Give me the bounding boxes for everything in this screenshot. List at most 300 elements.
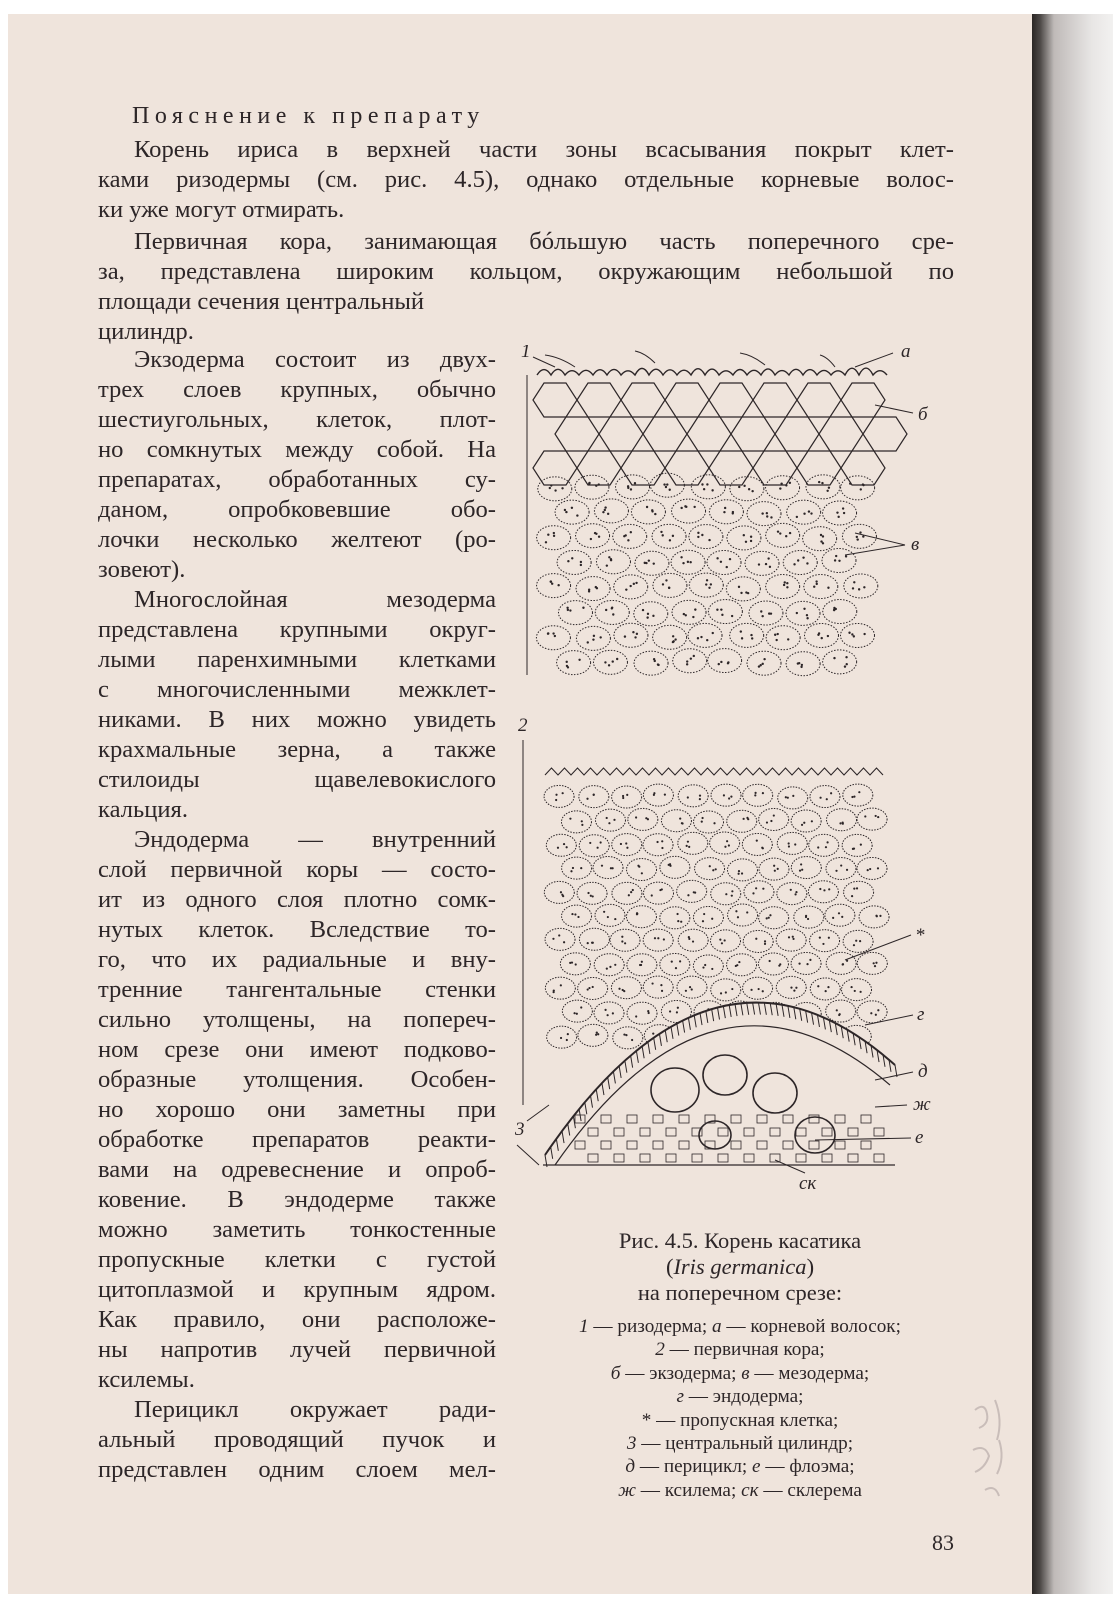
starch-grain <box>806 963 808 965</box>
starch-grain <box>851 895 853 897</box>
cortex-cell <box>743 784 773 806</box>
starch-grain <box>826 841 828 843</box>
cortex-cell <box>644 882 674 904</box>
starch-grain <box>580 561 582 563</box>
starch-grain <box>752 892 754 894</box>
starch-grain <box>761 512 763 514</box>
starch-grain <box>817 846 819 848</box>
starch-grain <box>801 664 803 666</box>
starch-grain <box>606 968 608 970</box>
cortex-cell <box>579 786 609 808</box>
starch-grain <box>789 482 791 484</box>
starch-grain <box>651 982 653 984</box>
cortex-cell <box>742 833 772 855</box>
exodermis-cell <box>709 383 753 417</box>
exodermis-cell <box>841 383 885 417</box>
exodermis-cell <box>753 383 797 417</box>
starch-grain <box>567 609 569 611</box>
legend-key: е <box>752 1456 761 1478</box>
starch-grain <box>766 515 768 517</box>
starch-grain <box>709 865 711 867</box>
cortex-cell <box>809 834 839 856</box>
starch-grain <box>620 843 622 845</box>
cortex-cell <box>678 785 708 807</box>
starch-grain <box>803 608 805 610</box>
legend-key: а <box>712 1316 722 1337</box>
leader-a <box>855 353 893 367</box>
starch-grain <box>805 916 807 918</box>
starch-grain <box>770 612 772 614</box>
starch-grain <box>784 581 786 583</box>
starch-grain <box>547 632 549 634</box>
mesodermis-cell <box>766 626 800 650</box>
cortex-cell <box>626 906 656 928</box>
starch-grain <box>705 583 707 585</box>
upper-tissue-section <box>533 351 907 676</box>
cortex-cell <box>594 1002 624 1024</box>
cortex-cell <box>743 930 773 952</box>
text-line: Экзодерма состоит из двух- <box>134 346 496 373</box>
starch-grain <box>790 889 792 891</box>
text-line: сильно утолщены, на попереч- <box>98 1006 496 1033</box>
figure-legend <box>520 1315 960 1502</box>
cortex-cell <box>794 906 824 928</box>
starch-grain <box>661 990 663 992</box>
starch-grain <box>628 894 630 896</box>
mesodermis-cell <box>727 526 761 550</box>
cortex-cell <box>612 786 642 808</box>
mesodermis-cell <box>804 575 838 599</box>
mesodermis-cell <box>823 501 857 525</box>
starch-grain <box>732 512 734 514</box>
text-line: Эндодерма — внутренний <box>134 826 496 853</box>
starch-grain <box>768 917 770 919</box>
text-line: образные утолщения. Особен- <box>98 1066 496 1093</box>
legend-key: 2 <box>655 1339 665 1361</box>
cortex-cell <box>643 834 673 856</box>
cortex-cell <box>660 907 690 929</box>
cortex-cell <box>546 834 576 856</box>
starch-grain <box>792 936 794 938</box>
starch-grain <box>848 632 850 634</box>
starch-grain <box>645 562 647 564</box>
starch-grain <box>826 490 828 492</box>
mesodermis-cell <box>709 500 743 524</box>
starch-grain <box>569 818 571 820</box>
starch-grain <box>793 563 795 565</box>
starch-grain <box>625 588 627 590</box>
starch-grain <box>755 887 757 889</box>
figure-label-sk: ск <box>799 1173 817 1194</box>
starch-grain <box>627 485 629 487</box>
starch-grain <box>635 816 637 818</box>
text-line: тренние тангентальные стенки <box>98 976 496 1003</box>
cortex-cell <box>711 979 741 1001</box>
starch-grain <box>746 911 748 913</box>
starch-grain <box>862 483 864 485</box>
starch-grain <box>565 511 567 513</box>
cortex-cell <box>693 906 723 928</box>
starch-grain <box>687 561 689 563</box>
starch-grain <box>807 918 809 920</box>
starch-grain <box>586 798 588 800</box>
cortex-cell <box>810 978 840 1000</box>
cortex-cell <box>710 832 740 854</box>
starch-grain <box>809 959 811 961</box>
starch-grain <box>626 794 628 796</box>
starch-grain <box>680 507 682 509</box>
leader-b <box>875 405 913 413</box>
figure-label-b: б <box>918 404 928 425</box>
starch-grain <box>701 821 703 823</box>
starch-grain <box>723 794 725 796</box>
mesodermis-cell <box>749 601 783 625</box>
starch-grain <box>712 869 714 871</box>
mesodermis-cell <box>576 524 610 548</box>
text-line: зовеют). <box>98 556 186 583</box>
mesodermis-cell <box>672 499 706 523</box>
starch-grain <box>724 846 726 848</box>
starch-grain <box>687 894 689 896</box>
cortex-cell <box>579 835 609 857</box>
starch-grain <box>600 841 602 843</box>
starch-grain <box>660 984 662 986</box>
starch-grain <box>552 632 554 634</box>
starch-grain <box>686 845 688 847</box>
starch-grain <box>699 795 701 797</box>
starch-grain <box>624 942 626 944</box>
starch-grain <box>803 513 805 515</box>
starch-grain <box>835 870 837 872</box>
starch-grain <box>566 607 568 609</box>
legend-key: б <box>610 1362 621 1384</box>
starch-grain <box>587 641 589 643</box>
starch-grain <box>777 868 779 870</box>
cortex-cell <box>544 785 574 807</box>
text-line: можно заметить тонкостенные <box>98 1216 496 1243</box>
starch-grain <box>702 966 704 968</box>
starch-grain <box>558 934 560 936</box>
starch-grain <box>795 987 797 989</box>
root-hair <box>740 353 765 365</box>
starch-grain <box>697 637 699 639</box>
cortex-cell <box>561 811 591 833</box>
exodermis-cell <box>643 417 687 451</box>
starch-grain <box>874 965 876 967</box>
starch-grain <box>571 961 573 963</box>
mesodermis-cell <box>783 551 817 575</box>
starch-grain <box>725 991 727 993</box>
starch-grain <box>661 847 663 849</box>
mesodermis-cell <box>730 477 764 501</box>
starch-grain <box>574 913 576 915</box>
cortex-cell <box>545 928 575 950</box>
legend-key: * <box>641 1409 652 1431</box>
starch-grain <box>607 1014 609 1016</box>
cortex-cell <box>627 1002 657 1024</box>
starch-grain <box>700 636 702 638</box>
starch-grain <box>813 586 815 588</box>
margin-pencil-scribble <box>955 1390 1025 1520</box>
mesodermis-cell <box>672 600 706 624</box>
legend-line <box>520 1385 960 1408</box>
caption-paren: ) <box>806 1254 815 1279</box>
starch-grain <box>602 511 604 513</box>
starch-grain <box>860 991 862 993</box>
starch-grain <box>770 516 772 518</box>
figure-label-3: 3 <box>515 1119 525 1140</box>
starch-grain <box>691 988 693 990</box>
starch-grain <box>625 842 627 844</box>
mesodermis-cell <box>747 651 781 675</box>
exodermis-cell <box>709 451 753 485</box>
starch-grain <box>625 1034 627 1036</box>
starch-grain <box>740 592 742 594</box>
mesodermis-cell <box>595 600 629 624</box>
starch-grain <box>726 840 728 842</box>
starch-grain <box>789 532 791 534</box>
starch-grain <box>715 868 717 870</box>
starch-grain <box>604 1009 606 1011</box>
starch-grain <box>792 795 794 797</box>
starch-grain <box>796 612 798 614</box>
starch-grain <box>839 822 841 824</box>
starch-grain <box>563 941 565 943</box>
mesodermis-cell <box>823 600 857 624</box>
starch-grain <box>636 913 638 915</box>
starch-grain <box>665 486 667 488</box>
figure-label-e: е <box>915 1127 924 1148</box>
figure-label-1: 1 <box>521 345 531 362</box>
starch-grain <box>614 964 616 966</box>
figure-label-g: г <box>917 1004 925 1025</box>
exodermis-cell <box>577 383 621 417</box>
starch-grain <box>623 1033 625 1035</box>
starch-grain <box>746 817 748 819</box>
starch-grain <box>877 1009 879 1011</box>
cortex-cell <box>693 955 723 977</box>
starch-grain <box>760 610 762 612</box>
starch-grain <box>751 490 753 492</box>
starch-grain <box>581 824 583 826</box>
cortex-cell <box>843 930 873 952</box>
starch-grain <box>706 639 708 641</box>
legend-text: — первичная кора; <box>664 1339 825 1361</box>
starch-grain <box>672 635 674 637</box>
starch-grain <box>785 535 787 537</box>
starch-grain <box>879 915 881 917</box>
starch-grain <box>552 938 554 940</box>
starch-grain <box>638 866 640 868</box>
legend-line <box>520 1455 960 1478</box>
mesodermis-cell <box>634 651 668 675</box>
starch-grain <box>828 937 830 939</box>
starch-grain <box>609 966 611 968</box>
starch-grain <box>652 1033 654 1035</box>
mesodermis-cell <box>555 500 589 524</box>
caption-line: на поперечном срезе: <box>637 1280 843 1305</box>
cortex-cell <box>857 857 887 879</box>
starch-grain <box>578 659 580 661</box>
starch-grain <box>646 616 648 618</box>
caption-line <box>520 1254 960 1280</box>
exodermis-cell <box>731 417 775 451</box>
starch-grain <box>806 617 808 619</box>
cortex-cell <box>695 858 725 880</box>
starch-grain <box>720 992 722 994</box>
starch-grain <box>677 1007 679 1009</box>
mesodermis-cell <box>575 475 609 499</box>
starch-grain <box>676 913 678 915</box>
starch-grain <box>718 663 720 665</box>
exodermis-cell <box>621 383 665 417</box>
starch-grain <box>564 509 566 511</box>
starch-grain <box>604 509 606 511</box>
starch-grain <box>842 507 844 509</box>
cortex-cell <box>826 857 856 879</box>
mesodermis-cell <box>616 475 650 499</box>
cortex-cell <box>660 953 690 975</box>
cortex-cell <box>643 976 673 998</box>
cortex-cell <box>627 859 657 881</box>
starch-grain <box>593 635 595 637</box>
text-line: ны напротив лучей первичной <box>98 1336 496 1363</box>
starch-grain <box>551 583 553 585</box>
starch-grain <box>611 607 613 609</box>
starch-grain <box>875 1014 877 1016</box>
starch-grain <box>754 794 756 796</box>
starch-grain <box>629 585 631 587</box>
mesodermis-cell <box>726 577 760 601</box>
starch-grain <box>630 891 632 893</box>
root-hair <box>545 355 575 367</box>
starch-grain <box>592 638 594 640</box>
mesodermis-cell <box>841 476 875 500</box>
starch-grain <box>798 963 800 965</box>
mesodermis-cell <box>536 626 570 650</box>
starch-grain <box>842 963 844 965</box>
mesodermis-cell <box>689 525 723 549</box>
cortex-cell <box>678 832 708 854</box>
starch-grain <box>618 988 620 990</box>
starch-grain <box>738 873 740 875</box>
starch-grain <box>581 820 583 822</box>
starch-grain <box>716 609 718 611</box>
starch-grain <box>869 868 871 870</box>
lower-tissue-section <box>543 768 897 1167</box>
starch-grain <box>608 664 610 666</box>
starch-grain <box>662 583 664 585</box>
starch-grain <box>693 655 695 657</box>
cortex-cell <box>694 811 724 833</box>
starch-grain <box>647 818 649 820</box>
mesodermis-cell <box>635 551 669 575</box>
cortex-cell <box>611 977 641 999</box>
starch-grain <box>803 822 805 824</box>
legend-text: — перицикл; <box>635 1456 753 1478</box>
starch-grain <box>706 579 708 581</box>
text-line: Перицикл окружает ради- <box>134 1396 496 1423</box>
starch-grain <box>566 665 568 667</box>
starch-grain <box>864 815 866 817</box>
starch-grain <box>694 608 696 610</box>
starch-grain <box>626 847 628 849</box>
starch-grain <box>553 535 555 537</box>
starch-grain <box>681 822 683 824</box>
text-line: обработке препаратов реакти- <box>98 1126 496 1153</box>
starch-grain <box>853 887 855 889</box>
mesodermis-cell <box>708 600 742 624</box>
starch-grain <box>838 560 840 562</box>
cortex-cell <box>727 859 757 881</box>
cortex-cell <box>579 928 609 950</box>
text-line: цилиндр. <box>98 318 194 345</box>
starch-grain <box>711 489 713 491</box>
starch-grain <box>592 942 594 944</box>
starch-grain <box>560 891 562 893</box>
starch-grain <box>774 870 776 872</box>
cortex-cell <box>677 880 707 902</box>
starch-grain <box>656 841 658 843</box>
starch-grain <box>672 535 674 537</box>
starch-grain <box>663 483 665 485</box>
mesodermis-cell <box>614 623 648 647</box>
mesodermis-cell <box>593 650 627 674</box>
starch-grain <box>870 1012 872 1014</box>
starch-grain <box>844 665 846 667</box>
mesodermis-cell <box>730 623 764 647</box>
leader-g <box>865 1015 913 1025</box>
starch-grain <box>711 968 713 970</box>
starch-grain <box>731 895 733 897</box>
starch-grain <box>703 913 705 915</box>
cortex-cell <box>727 810 757 832</box>
starch-grain <box>851 633 853 635</box>
mesodermis-cell <box>766 523 800 547</box>
starch-grain <box>642 609 644 611</box>
cortex-cell <box>758 953 788 975</box>
cortex-cell <box>826 1000 856 1022</box>
cortex-cell <box>577 882 607 904</box>
starch-grain <box>785 484 787 486</box>
starch-grain <box>659 889 661 891</box>
starch-grain <box>758 563 760 565</box>
starch-grain <box>830 792 832 794</box>
legend-key: 1 <box>579 1316 589 1337</box>
exodermis-cell <box>665 383 709 417</box>
starch-grain <box>773 814 775 816</box>
starch-grain <box>634 636 636 638</box>
starch-grain <box>599 636 601 638</box>
starch-grain <box>648 1012 650 1014</box>
starch-grain <box>676 1011 678 1013</box>
starch-grain <box>731 890 733 892</box>
mesodermis-cell <box>766 476 800 500</box>
starch-grain <box>566 661 568 663</box>
cortex-cell <box>842 979 872 1001</box>
starch-grain <box>837 516 839 518</box>
starch-grain <box>675 967 677 969</box>
legend-text: — экзодерма; <box>620 1362 742 1384</box>
starch-grain <box>636 633 638 635</box>
text-line: альный проводящий пучок и <box>98 1426 496 1453</box>
starch-grain <box>685 614 687 616</box>
legend-line <box>520 1479 960 1502</box>
cortex-cell <box>743 977 773 999</box>
starch-grain <box>858 588 860 590</box>
starch-grain <box>836 511 838 513</box>
starch-grain <box>818 632 820 634</box>
